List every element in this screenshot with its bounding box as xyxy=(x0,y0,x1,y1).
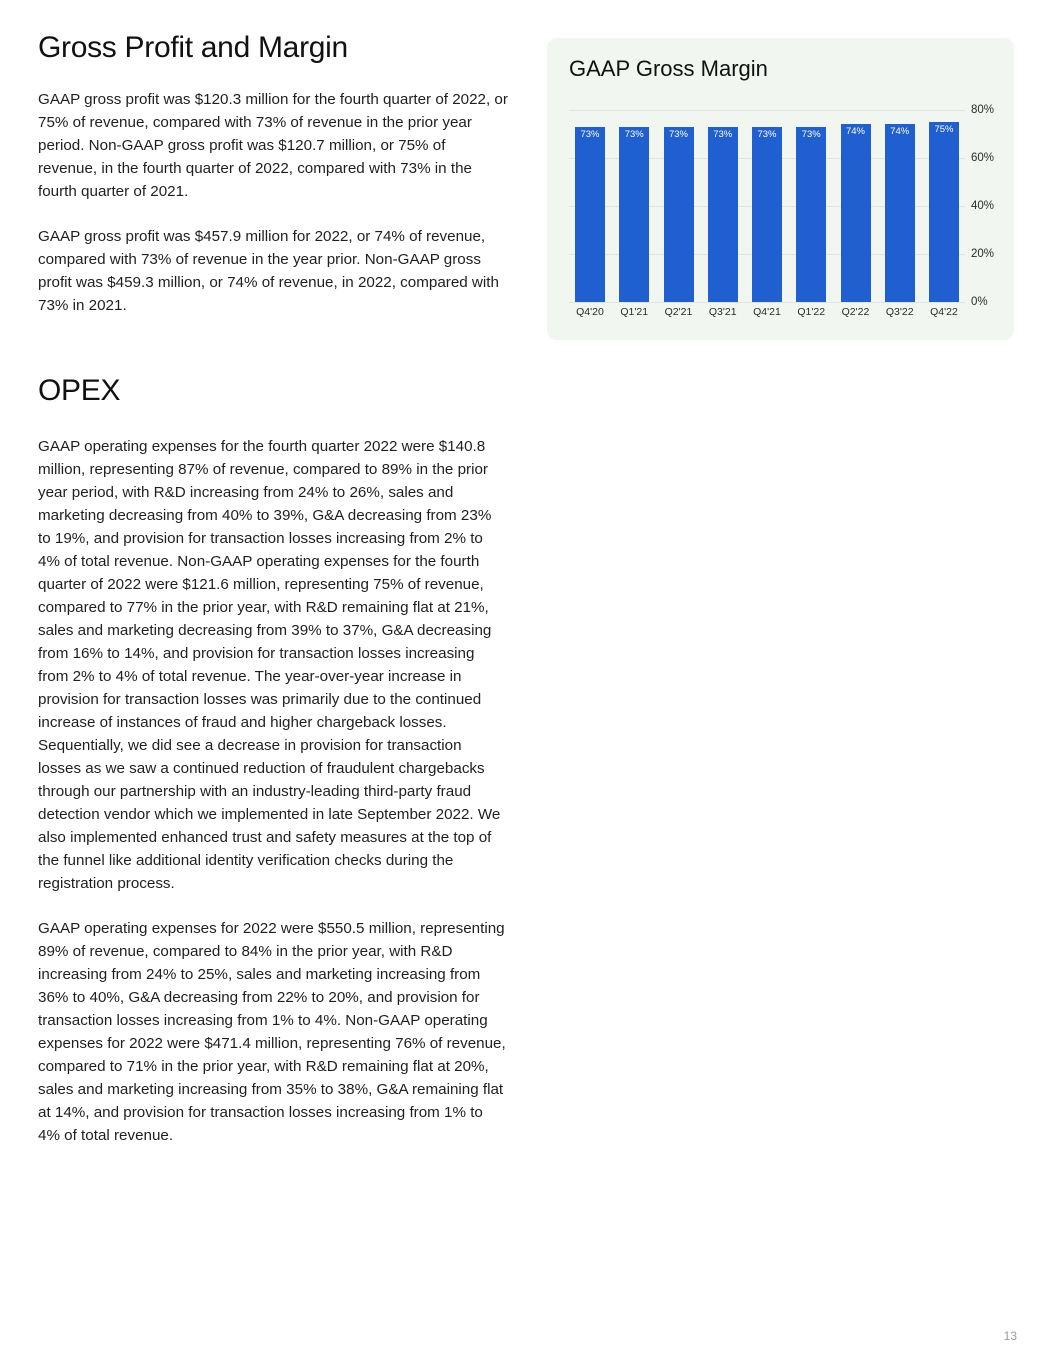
paragraph: GAAP gross profit was $120.3 million for the fourth quarter of 2022, or 75% of revenue, compared with 73% of revenue in the prior year period. Non-GAAP gross profit was $120.7 million, or 75% of revenue, in the fourth quarter of 2022, compared with 73% in the fourth quarter of 2021. xyxy=(38,91,508,200)
chart-bar-wrapper xyxy=(929,110,959,302)
chart-bar-value-label: 73% xyxy=(713,128,733,140)
chart-bar-value-label: 74% xyxy=(890,126,910,138)
chart-x-tick-label: Q3'21 xyxy=(708,306,737,318)
gridline xyxy=(569,302,965,303)
chart-bar xyxy=(841,124,871,302)
section-heading-opex: OPEX xyxy=(38,374,121,407)
chart-bar-value-label: 75% xyxy=(934,124,954,135)
gaap-gross-margin-chart-card xyxy=(547,38,1014,340)
chart-bar xyxy=(929,122,959,302)
chart-bar-wrapper xyxy=(619,110,649,302)
chart-bar xyxy=(796,127,826,302)
chart-bar xyxy=(664,127,694,302)
chart-bar-wrapper xyxy=(796,110,826,302)
chart-bar-value-label: 74% xyxy=(845,126,865,138)
chart-bar-value-label: 73% xyxy=(624,128,644,140)
chart-x-tick-label: Q4'20 xyxy=(576,306,604,318)
chart-y-tick-label: 20% xyxy=(971,248,995,260)
chart-y-tick-label: 0% xyxy=(971,296,988,308)
chart-y-axis xyxy=(971,100,1017,312)
chart-x-tick-label: Q2'21 xyxy=(664,306,693,318)
chart-y-tick-label: 80% xyxy=(971,104,995,116)
chart-bar xyxy=(885,124,915,302)
chart-title: GAAP Gross Margin xyxy=(569,56,768,81)
chart-bar-wrapper xyxy=(841,110,871,302)
chart-bar-value-label: 73% xyxy=(801,128,821,140)
chart-bar xyxy=(752,127,782,302)
chart-bar xyxy=(619,127,649,302)
chart-bar xyxy=(708,127,738,302)
chart-y-tick-label: 60% xyxy=(971,152,995,164)
paragraph: GAAP operating expenses for the fourth quarter 2022 were $140.8 million, representing 87% of revenue, compared to 89% in the prior year period, with R&D increasing from 24% to 26%, sales and marketing decreasing from 40% to 39%, G&A decreasing from 23% to 19%, and provision for transaction losses increasing from 2% to 4% of total revenue. Non-GAAP operating expenses for the fourth quarter of 2022 were $121.6 million, representing 75% of revenue, compared to 77% in the prior year, with R&D remaining flat at 21%, sales and marketing decreasing from 39% to 37%, G&A decreasing from 16% to 14%, and provision for transaction losses increasing from 2% to 4% of total revenue. The year-over-year increase in provision for transaction losses was primarily due to the continued increase of instances of fraud and higher chargeback losses. Sequentially, we did see a decrease in provision for transaction losses as we saw a continued reduction of fraudulent chargebacks through our partnership with an industry-leading third-party fraud detection vendor which we implemented in late September 2022. We also implemented enhanced trust and safety measures at the top of the funnel like additional identity verification checks during the registration process. xyxy=(38,438,501,892)
chart-x-tick-label: Q1'21 xyxy=(620,306,649,318)
chart-x-tick-label: Q3'22 xyxy=(885,306,914,318)
chart-bar-value-label: 73% xyxy=(757,128,777,140)
chart-x-tick-label: Q1'22 xyxy=(797,306,826,318)
chart-bar-wrapper xyxy=(575,110,605,302)
chart-bars xyxy=(569,110,965,302)
chart-bar xyxy=(575,127,605,302)
chart-x-tick-label: Q4'22 xyxy=(930,306,958,318)
chart-bar-value-label: 73% xyxy=(580,128,600,140)
page-title: Gross Profit and Margin xyxy=(38,31,348,64)
chart-bar-wrapper xyxy=(885,110,915,302)
chart-bar-wrapper xyxy=(752,110,782,302)
chart-bar-wrapper xyxy=(708,110,738,302)
paragraph: GAAP gross profit was $457.9 million for 2022, or 74% of revenue, compared with 73% of revenue in the year prior. Non-GAAP gross profit was $459.3 million, or 74% of revenue, in 2022, compared with 73% in 2021. xyxy=(38,228,499,314)
chart-x-tick-label: Q4'21 xyxy=(753,306,781,318)
chart-x-tick-label: Q2'22 xyxy=(841,306,870,318)
chart-plot-area xyxy=(569,110,965,302)
chart-bar-wrapper xyxy=(664,110,694,302)
document-body-column xyxy=(38,30,508,1147)
chart-x-axis xyxy=(569,306,965,318)
chart-bar-value-label: 73% xyxy=(668,128,688,140)
paragraph: GAAP operating expenses for 2022 were $550.5 million, representing 89% of revenue, compared to 84% in the prior year, with R&D increasing from 24% to 25%, sales and marketing increasing from 36% to 40%, G&A decreasing from 22% to 20%, and provision for transaction losses increasing from 1% to 4%. Non-GAAP operating expenses for 2022 were $471.4 million, representing 76% of revenue, compared to 71% in the prior year, with R&D remaining flat at 20%, sales and marketing increasing from 35% to 38%, G&A remaining flat at 14%, and provision for transaction losses increasing from 1% to 4% of total revenue. xyxy=(38,920,506,1144)
chart-y-tick-label: 40% xyxy=(971,200,995,212)
page-number: 13 xyxy=(1003,1329,1017,1343)
